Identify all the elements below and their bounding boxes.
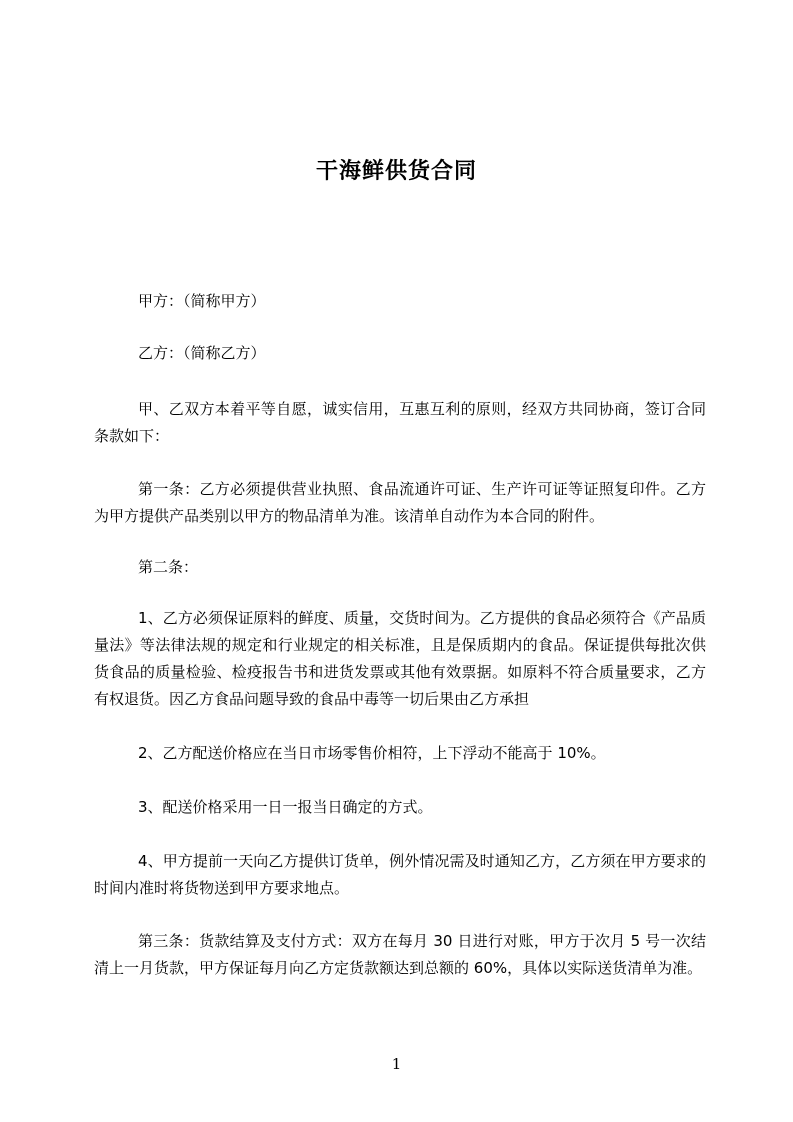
article-3-paragraph: 第三条：货款结算及支付方式：双方在每月 30 日进行对账，甲方于次月 5 号一次结清上一月货款，甲方保证每月向乙方定货款额达到总额的 60%，具体以实际送货清单为准。 [94, 932, 706, 977]
article-2-item-4: 4、甲方提前一天向乙方提供订货单，例外情况需及时通知乙方，乙方须在甲方要求的时间内准时将货物送到甲方要求地点。 [94, 852, 706, 897]
article-2-item-2: 2、乙方配送价格应在当日市场零售价相符，上下浮动不能高于 10%。 [138, 744, 606, 762]
article-2-heading: 第二条： [138, 558, 199, 576]
article-2-item-1: 1、乙方必须保证原料的鲜度、质量，交货时间为。乙方提供的食品必须符合《产品质量法》等法律法规的规定和行业规定的相关标准，且是保质期内的食品。保证提供每批次供货食品的质量检验、检疫报告书和进货发票或其他有效票据。如原料不符合质量要求，乙方有权退货。因乙方食品问题导致的食品中毒等一切后果由乙方承担 [94, 609, 706, 708]
article-1-paragraph: 第一条：乙方必须提供营业执照、食品流通许可证、生产许可证等证照复印件。乙方为甲方提供产品类别以甲方的物品清单为准。该清单自动作为本合同的附件。 [94, 480, 706, 525]
party-b-line: 乙方：（简称乙方） [138, 344, 266, 362]
preamble-paragraph: 甲、乙双方本着平等自愿，诚实信用，互惠互利的原则，经双方共同协商，签订合同条款如下： [94, 400, 706, 445]
party-a-line: 甲方：（简称甲方） [138, 292, 266, 310]
document-title: 干海鲜供货合同 [315, 158, 477, 184]
article-2-item-3: 3、配送价格采用一日一报当日确定的方式。 [138, 798, 433, 816]
page-number: 1 [391, 1055, 402, 1073]
